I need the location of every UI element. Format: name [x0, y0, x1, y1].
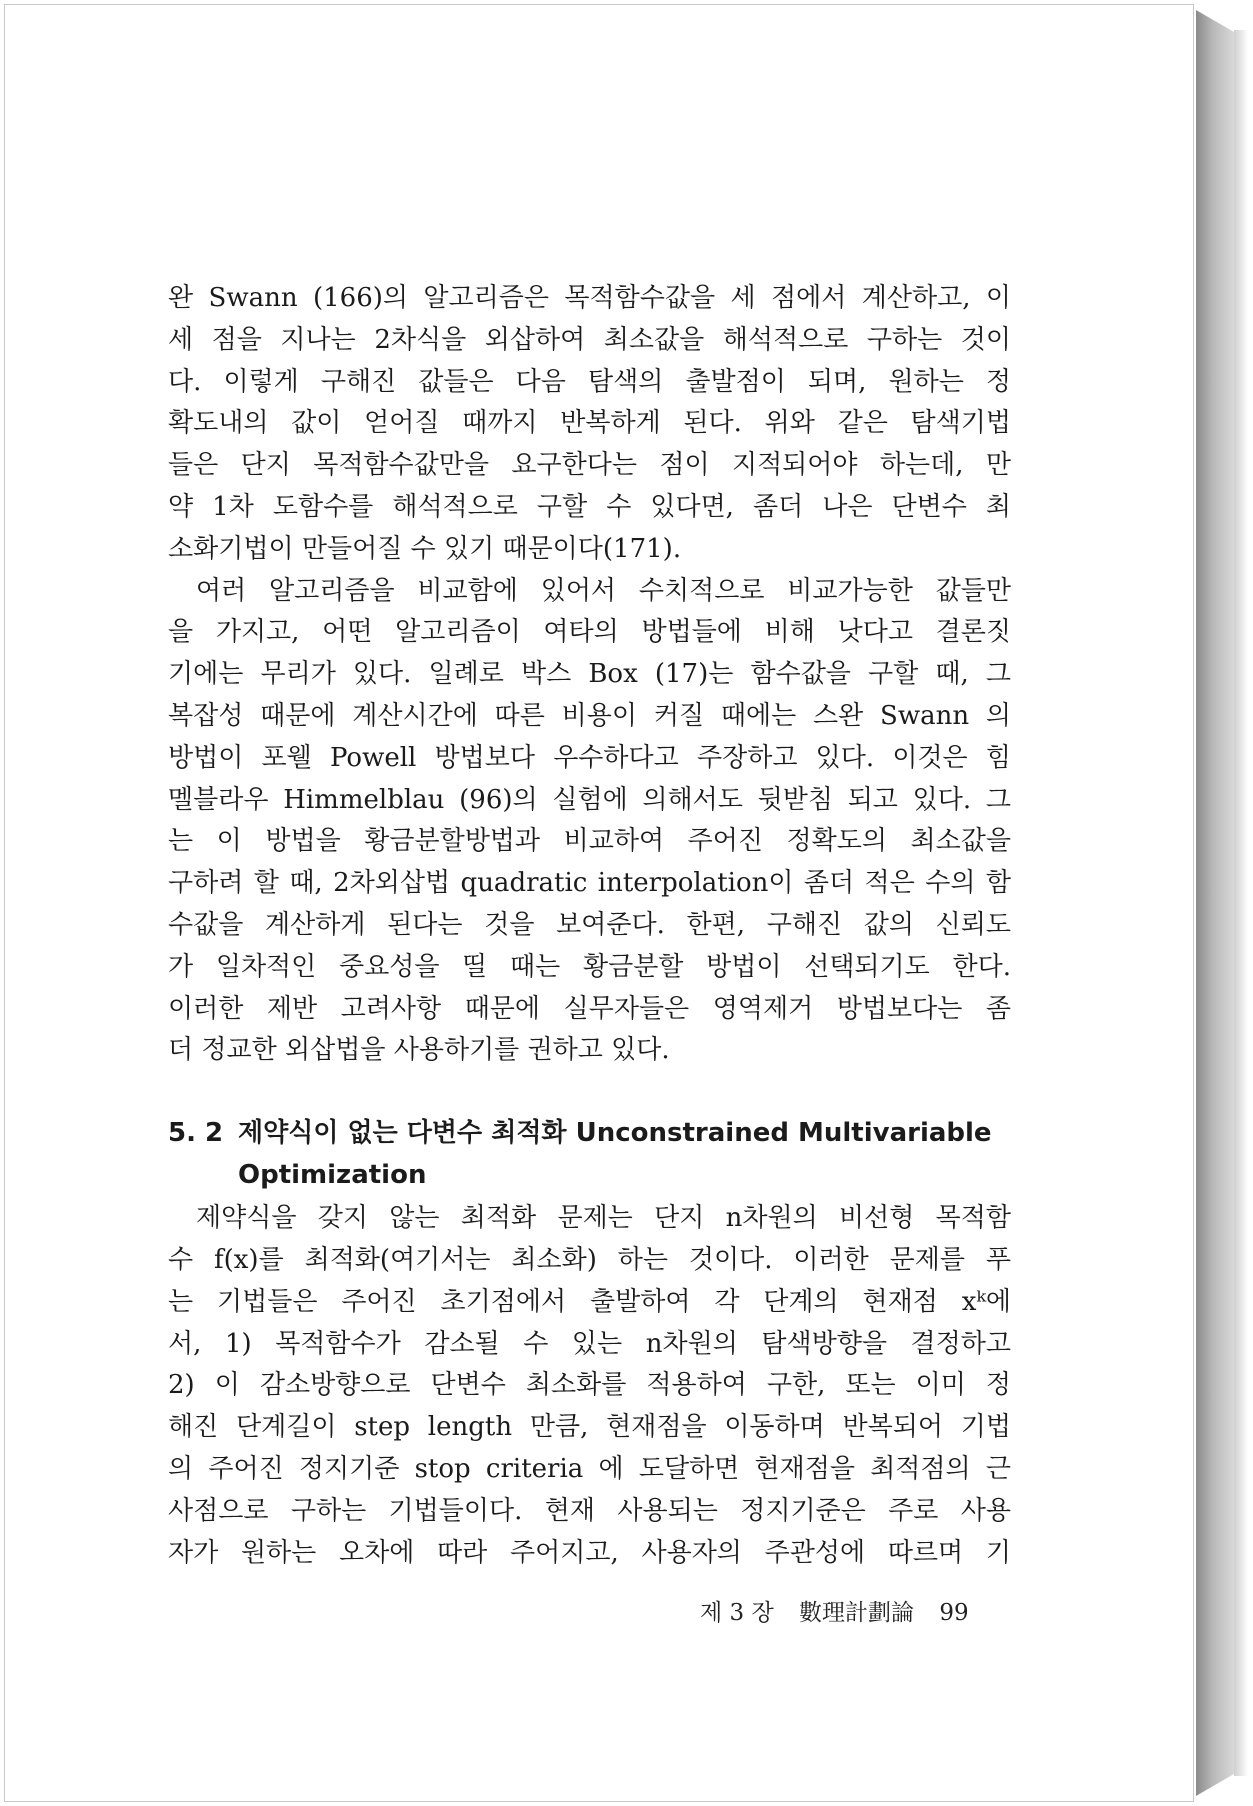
text-line: 을 가지고, 어떤 알고리즘이 여타의 방법들에 비해 낫다고 결론짓: [168, 617, 1011, 648]
book-title: 數理計劃論: [799, 1600, 915, 1626]
paragraph-3: [168, 1198, 1011, 1574]
text-line: 방법이 포웰 Powell 방법보다 우수하다고 주장하고 있다. 이것은 힘: [168, 742, 1011, 773]
chapter-label: 제 3 장: [700, 1600, 774, 1626]
text-line: 들은 단지 목적함수값만을 요구한다는 점이 지적되어야 하는데, 만: [168, 450, 1011, 481]
text-line: 서, 1) 목적함수가 감소될 수 있는 n차원의 탐색방향을 결정하고: [168, 1328, 1011, 1359]
text-line: 완 Swann (166)의 알고리즘은 목적함수값을 세 점에서 계산하고, 이: [168, 283, 1011, 313]
page-shadow: [1234, 30, 1248, 1776]
body-text: [168, 278, 1011, 1574]
page-edge: [1196, 10, 1234, 1796]
text-line: 소화기법이 만들어질 수 있기 때문이다(171).: [168, 533, 682, 564]
paragraph-1: [168, 278, 1011, 571]
page-footer: [700, 1594, 987, 1627]
text-line: 구하려 할 때, 2차외삽법 quadratic interpolation이 좀더 적은 수의 함: [168, 868, 1011, 899]
text-line: 수 f(x)를 최적화(여기서는 최소화) 하는 것이다. 이러한 문제를 푸: [168, 1244, 1011, 1275]
section-number: 5. 2: [168, 1118, 224, 1149]
text-line: 확도내의 값이 얻어질 때까지 반복하게 된다. 위와 같은 탐색기법: [168, 408, 1011, 439]
text-line: 자가 원하는 오차에 따라 주어지고, 사용자의 주관성에 따르며 기: [168, 1537, 1011, 1568]
text-line: 여러 알고리즘을 비교함에 있어서 수치적으로 비교가능한 값들만: [196, 575, 1011, 606]
text-line: 의 주어진 정지기준 stop criteria 에 도달하면 현재점을 최적점의 근: [168, 1453, 1011, 1484]
text-line: 사점으로 구하는 기법들이다. 현재 사용되는 정지기준은 주로 사용: [168, 1495, 1011, 1526]
text-line: 복잡성 때문에 계산시간에 따른 비용이 커질 때에는 스완 Swann 의: [168, 700, 1011, 731]
text-line: 더 정교한 외삽법을 사용하기를 권하고 있다.: [168, 1035, 670, 1066]
text-line: 는 이 방법을 황금분할방법과 비교하여 주어진 정확도의 최소값을: [168, 826, 1011, 857]
text-line: 수값을 계산하게 된다는 것을 보여준다. 한편, 구해진 값의 신뢰도: [168, 909, 1011, 940]
text-line: 약 1차 도함수를 해석적으로 구할 수 있다면, 좀더 나은 단변수 최: [168, 491, 1011, 522]
text-line: 2) 이 감소방향으로 단변수 최소화를 적용하여 구한, 또는 이미 정: [168, 1370, 1011, 1401]
text-line: 세 점을 지나는 2차식을 외삽하여 최소값을 해석적으로 구하는 것이: [168, 324, 1011, 355]
section-heading: [168, 1112, 1011, 1196]
text-line: 다. 이렇게 구해진 값들은 다음 탐색의 출발점이 되며, 원하는 정: [168, 366, 1011, 397]
text-line: 가 일차적인 중요성을 띨 때는 황금분할 방법이 선택되기도 한다.: [168, 951, 1011, 982]
section-title-continued: Optimization: [238, 1160, 427, 1191]
section-title: 제약식이 없는 다변수 최적화 Unconstrained Multivariable: [238, 1118, 992, 1149]
text-line: 멜블라우 Himmelblau (96)의 실험에 의해서도 뒷받침 되고 있다. 그: [168, 784, 1011, 815]
text-line: 이러한 제반 고려사항 때문에 실무자들은 영역제거 방법보다는 좀: [168, 993, 1011, 1024]
text-line: 해진 단계길이 step length 만큼, 현재점을 이동하며 반복되어 기법: [168, 1412, 1011, 1443]
text-line: 제약식을 갖지 않는 최적화 문제는 단지 n차원의 비선형 목적함: [196, 1203, 1011, 1234]
text-line: 기에는 무리가 있다. 일례로 박스 Box (17)는 함수값을 구할 때, 그: [168, 659, 1011, 690]
paragraph-2: [168, 571, 1011, 1073]
page-number: 99: [939, 1600, 969, 1626]
text-line: 는 기법들은 주어진 초기점에서 출발하여 각 단계의 현재점 xᵏ에: [168, 1286, 1011, 1317]
